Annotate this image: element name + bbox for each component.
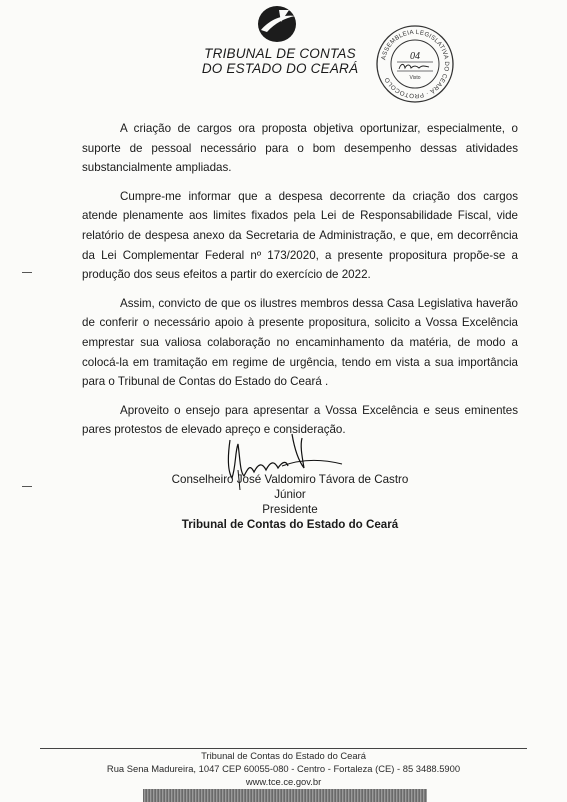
tce-logo-icon: [255, 4, 299, 44]
org-name-line1: TRIBUNAL DE CONTAS: [204, 46, 356, 61]
footer-website: www.tce.ce.gov.br: [245, 776, 322, 787]
org-name-line2: DO ESTADO DO CEARÁ: [201, 61, 359, 76]
footer-org: Tribunal de Contas do Estado do Ceará: [201, 750, 366, 761]
signer-org: Tribunal de Contas do Estado do Ceará: [181, 518, 399, 531]
org-name: [200, 46, 360, 76]
stamp-signature: [399, 64, 429, 69]
signer-role: Presidente: [262, 503, 318, 516]
stamp-initials: Visto: [409, 75, 421, 81]
footer: [60, 749, 507, 788]
stamp-ring-text: ASSEMBLEIA LEGISLATIVA DO CEARÁ · PROTOCOLO: [380, 28, 451, 100]
paragraph-1: A criação de cargos ora proposta objetiva oportunizar, especialmente, o suporte de pessoal necessário para o bom desempenho dessas atividades substancialmente ampliadas.: [82, 122, 518, 175]
scan-edge-band: [143, 789, 427, 802]
footer-address: Rua Sena Madureira, 1047 CEP 60055-080 - Centro - Fortaleza (CE) - 85 3488.5900: [106, 763, 461, 774]
paragraph-2: Cumpre-me informar que a despesa decorrente da criação dos cargos atende plenamente aos limites fixados pela Lei de Responsabilidade Fiscal, vide relatório de despesa anexo da Secretaria de Administração, e que, em decorrência da Lei Complementar Federal nº 173/2020, a presente propositura propõe-se a produção dos seus efeitos a partir do exercício de 2022.: [82, 189, 518, 282]
margin-mark: [22, 272, 32, 273]
signer-name: Conselheiro José Valdomiro Távora de Castro Júnior: [171, 473, 409, 501]
protocol-stamp: [375, 24, 455, 104]
signature-block: [155, 472, 425, 532]
stamp-page-number: 04: [410, 51, 420, 62]
letter-body: [82, 119, 518, 449]
paragraph-4: Aproveito o ensejo para apresentar a Vossa Excelência e seus eminentes pares protestos de elevado apreço e consideração.: [82, 403, 518, 437]
paragraph-3: Assim, convicto de que os ilustres membros dessa Casa Legislativa haverão de conferir o necessário apoio à presente propositura, solicito a Vossa Excelência emprestar sua valiosa colaboração no encaminhamento da matéria, de modo a colocá-la em tramitação em regime de urgência, tendo em vista a sua importância para o Tribunal de Contas do Estado do Ceará .: [82, 296, 518, 389]
margin-mark: [22, 486, 32, 487]
